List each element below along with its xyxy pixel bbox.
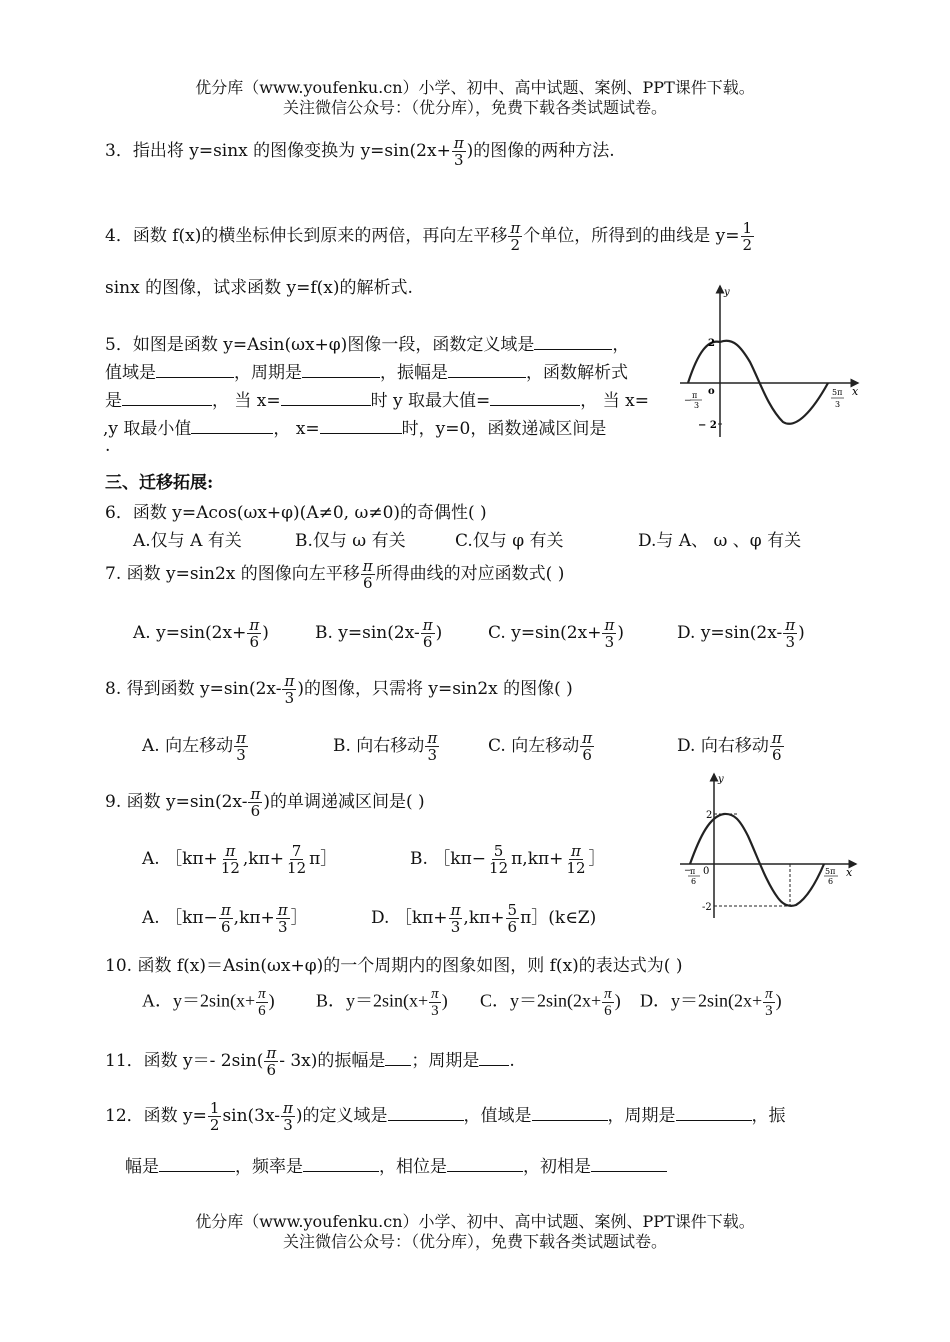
q8-option-a[interactable]: A. 向左移动 $\frac{\pi}{3}$ xyxy=(142,729,246,764)
question-5-line-2: 值域是 ，周期是 ，振幅是 ，函数解析式 xyxy=(105,363,628,383)
q10-option-d[interactable]: D．y＝2sin(2x+ $\frac{\pi}{3}$ ) xyxy=(640,986,782,1019)
x-axis-label: x xyxy=(852,385,859,398)
svg-text:−: − xyxy=(684,396,692,406)
question-4: 4．函数 f(x)的横坐标伸长到原来的两倍，再向左平移 $\frac{\pi}{2}$ 个单位，所得到的曲线是 y= $\frac{1}{2}$ xyxy=(105,219,753,254)
x-left-den: 3 xyxy=(694,401,700,410)
question-5-line-4: ,y 取最小值 ， x= 时，y=0，函数递减区间是 xyxy=(103,419,607,439)
x-right-num: 5π xyxy=(832,388,843,397)
x-left-num: π xyxy=(690,867,696,876)
answer-blank[interactable] xyxy=(448,362,526,378)
question-12: 12．函数 y= $\frac{1}{2}$ sin(3x- $\frac{\pi}{3}$ )的定义域是 ，值域是 ，周期是 ，振 xyxy=(105,1099,786,1134)
x-right-num: 5π xyxy=(825,867,836,876)
answer-blank[interactable] xyxy=(159,1156,235,1172)
sine-curve xyxy=(688,341,828,424)
answer-blank[interactable] xyxy=(532,1105,608,1121)
x-right-den: 6 xyxy=(828,877,834,886)
answer-blank[interactable] xyxy=(534,334,612,350)
q7-option-a[interactable]: A. y=sin(2x+ $\frac{\pi}{6}$ ) xyxy=(133,616,269,651)
question-5-line-1: 5．如图是函数 y=Asin(ωx+φ)图像一段，函数定义域是 ， xyxy=(105,335,630,355)
answer-blank[interactable] xyxy=(490,390,580,406)
question-3: 3．指出将 y=sinx 的图像变换为 y=sin(2x+ $\frac{\pi}{3}$ )的图像的两种方法. xyxy=(105,134,615,169)
answer-blank[interactable] xyxy=(303,1156,379,1172)
answer-blank[interactable] xyxy=(302,362,380,378)
y-min-label: − 2 xyxy=(698,420,717,431)
q8-option-c[interactable]: C. 向左移动 $\frac{\pi}{6}$ xyxy=(488,729,593,764)
q10-option-a[interactable]: A．y＝2sin(x+ $\frac{\pi}{6}$ ) xyxy=(142,986,275,1019)
answer-blank[interactable] xyxy=(320,418,402,434)
question-6: 6．函数 y=Acos(ωx+φ)(A≠0, ω≠0)的奇偶性( ) xyxy=(105,503,487,523)
q8-option-d[interactable]: D. 向右移动 $\frac{\pi}{6}$ xyxy=(677,729,782,764)
question-11: 11．函数 y＝- 2sin( $\frac{\pi}{6}$ - 3x)的振幅是 ；周期是 . xyxy=(105,1044,515,1079)
question-8: 8. 得到函数 y=sin(2x- $\frac{\pi}{3}$ )的图像，只需将 y=sin2x 的图像( ) xyxy=(105,672,573,707)
answer-blank[interactable] xyxy=(388,1105,464,1121)
fraction: $\frac{\pi}{2}$ xyxy=(510,219,521,254)
q9-option-d[interactable]: D. ［kπ+ $\frac{\pi}{3}$ ,kπ+ $\frac{5}{6}$ π］(k∈Z) xyxy=(371,901,597,936)
question-12-line-2: 幅是 ，频率是 ，相位是 ，初相是 xyxy=(125,1152,667,1177)
question-9: 9. 函数 y=sin(2x- $\frac{\pi}{6}$ )的单调递减区间是( ) xyxy=(105,785,425,820)
y-max-label: 2 xyxy=(706,810,713,821)
fraction: $\frac{1}{2}$ xyxy=(742,219,753,254)
y-axis-label: y xyxy=(724,287,730,298)
answer-blank[interactable] xyxy=(447,1156,523,1172)
fraction: $\frac{\pi}{3}$ xyxy=(453,134,464,169)
q9-option-a[interactable]: A. ［kπ+ $\frac{\pi}{12}$ ,kπ+ $\frac{7}{12}$ π］ xyxy=(142,842,338,877)
q6-option-c[interactable]: C.仅与 φ 有关 xyxy=(455,531,564,551)
y-axis-label: y xyxy=(718,774,724,785)
footer-line-2: 关注微信公众号：（优分库），免费下载各类试题试卷。 xyxy=(282,1232,667,1251)
fraction: $\frac{\pi}{6}$ xyxy=(266,1044,277,1079)
q7-option-b[interactable]: B. y=sin(2x- $\frac{\pi}{6}$ ) xyxy=(315,616,443,651)
question-10: 10. 函数 f(x)＝Asin(ωx+φ)的一个周期内的图象如图，则 f(x)的表达式为( ) xyxy=(105,956,683,976)
answer-blank[interactable] xyxy=(156,362,234,378)
question-5-line-5: . xyxy=(105,436,111,456)
q9-option-c[interactable]: A. ［kπ− $\frac{\pi}{6}$ ,kπ+ $\frac{\pi}{3}$ ］ xyxy=(142,901,308,936)
answer-blank[interactable] xyxy=(122,390,212,406)
y-min-label: -2 xyxy=(702,902,712,913)
q10-option-c[interactable]: C．y＝2sin(2x+ $\frac{\pi}{6}$ ) xyxy=(480,986,621,1019)
answer-blank[interactable] xyxy=(191,418,273,434)
sine-graph-2 xyxy=(678,770,863,920)
x-left-num: π xyxy=(692,391,698,400)
sine-graph-1 xyxy=(678,282,863,440)
question-7: 7. 函数 y=sin2x 的图像向左平移 $\frac{\pi}{6}$ 所得曲线的对应函数式( ) xyxy=(105,557,565,592)
q6-option-a[interactable]: A.仅与 A 有关 xyxy=(133,531,242,551)
q9-option-b[interactable]: B. ［kπ− $\frac{5}{12}$ π,kπ+ $\frac{\pi}{12}$ ］ xyxy=(410,842,606,877)
x-right-den: 3 xyxy=(835,400,841,409)
question-5-line-3: 是 ， 当 x= 时 y 取最大值= ， 当 x= xyxy=(105,391,649,411)
footer-line-1: 优分库（www.youfenku.cn）小学、初中、高中试题、案例、PPT课件下载。 xyxy=(195,1212,755,1231)
q7-option-d[interactable]: D. y=sin(2x- $\frac{\pi}{3}$ ) xyxy=(677,616,805,651)
question-4-line-2: sinx 的图像，试求函数 y=f(x)的解析式. xyxy=(105,278,413,298)
answer-blank[interactable] xyxy=(591,1156,667,1172)
q8-option-b[interactable]: B. 向右移动 $\frac{\pi}{3}$ xyxy=(333,729,438,764)
fraction: $\frac{\pi}{6}$ xyxy=(362,557,373,592)
sine-curve xyxy=(690,814,824,906)
q6-option-d[interactable]: D.与 A、 ω 、φ 有关 xyxy=(638,531,802,551)
y-max-label: 2 xyxy=(708,338,715,349)
origin-label: 0 xyxy=(703,866,710,877)
section-title: 三、迁移拓展: xyxy=(105,473,214,493)
answer-blank[interactable] xyxy=(676,1105,752,1121)
origin-label: o xyxy=(708,386,715,397)
fraction: $\frac{\pi}{3}$ xyxy=(284,672,295,707)
svg-text:−: − xyxy=(684,866,692,876)
header-line-1: 优分库（www.youfenku.cn）小学、初中、高中试题、案例、PPT课件下载。 xyxy=(195,78,755,97)
q10-option-b[interactable]: B．y＝2sin(x+ $\frac{\pi}{3}$ ) xyxy=(316,986,448,1019)
x-left-den: 6 xyxy=(691,877,697,886)
header-line-2: 关注微信公众号：（优分库），免费下载各类试题试卷。 xyxy=(282,98,667,117)
answer-blank[interactable] xyxy=(385,1050,411,1066)
answer-blank[interactable] xyxy=(479,1050,509,1066)
x-axis-label: x xyxy=(846,866,853,879)
q7-option-c[interactable]: C. y=sin(2x+ $\frac{\pi}{3}$ ) xyxy=(488,616,624,651)
answer-blank[interactable] xyxy=(281,390,371,406)
q6-option-b[interactable]: B.仅与 ω 有关 xyxy=(295,531,406,551)
fraction: $\frac{\pi}{6}$ xyxy=(250,785,261,820)
